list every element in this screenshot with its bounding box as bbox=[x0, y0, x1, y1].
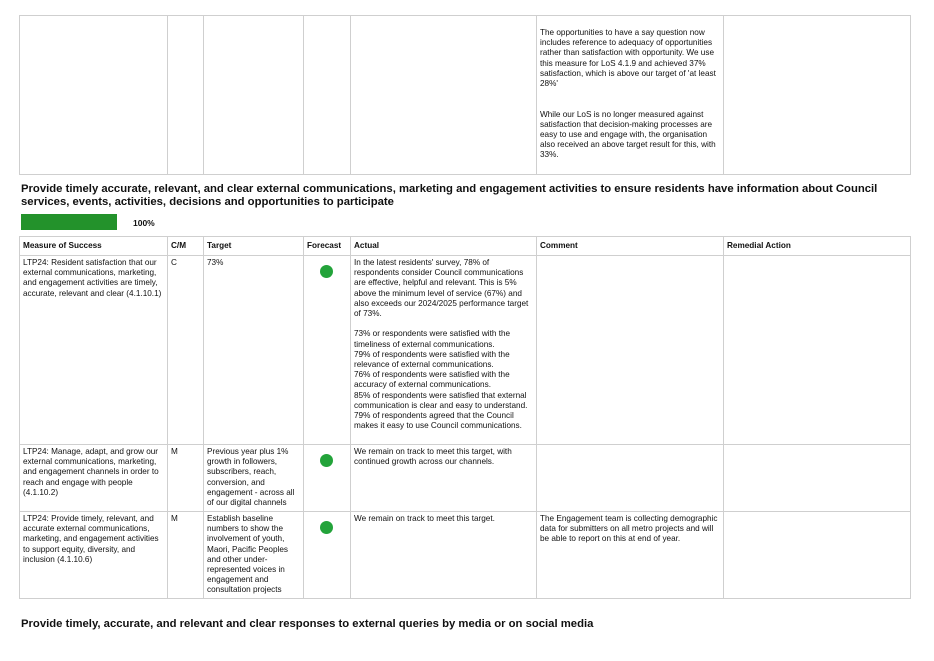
table-row bbox=[20, 445, 911, 512]
progress-bar bbox=[21, 214, 117, 230]
target-cell: Establish baseline numbers to show the involvement of youth, Maori, Pacific Peoples and other under-represented voices in engagement and consultation projects bbox=[204, 512, 304, 599]
remedial-cell bbox=[724, 16, 911, 175]
cm-cell: M bbox=[168, 445, 204, 512]
forecast-cell bbox=[304, 512, 351, 599]
table-row bbox=[20, 512, 911, 599]
table-row bbox=[20, 16, 911, 175]
remedial-cell bbox=[724, 512, 911, 599]
measure-cell bbox=[20, 16, 168, 175]
remedial-cell bbox=[724, 256, 911, 445]
status-green-icon bbox=[320, 265, 333, 278]
remedial-cell bbox=[724, 445, 911, 512]
status-green-icon bbox=[320, 454, 333, 467]
column-header-actual: Actual bbox=[351, 237, 537, 256]
progress-label: 100% bbox=[133, 218, 155, 228]
cm-cell: C bbox=[168, 256, 204, 445]
column-header-forecast: Forecast bbox=[304, 237, 351, 256]
target-cell bbox=[204, 16, 304, 175]
comment-cell bbox=[537, 256, 724, 445]
target-cell: Previous year plus 1% growth in followers, subscribers, reach, conversion, and engagement - across all of our digital channels bbox=[204, 445, 304, 512]
forecast-cell bbox=[304, 16, 351, 175]
actual-cell: We remain on track to meet this target, with continued growth across our channels. bbox=[351, 445, 537, 512]
actual-cell bbox=[351, 16, 537, 175]
actual-cell: In the latest residents' survey, 78% of respondents consider Council communications are effective, helpful and relevant. This is 5% above the minimum level of service (67%) and also exceeds our 2024/2025 performance target of 73%. 73% or respondents were satisfied with the timeliness of external communications. 79% of respondents were satisfied with the relevance of external communications. 76% of respondents were satisfied with the accuracy of external communications. 85% of respondents were satisfied that external communication is clear and easy to understand. 79% of respondents agreed that the Council makes it easy to use Council communications. bbox=[351, 256, 537, 445]
section-heading: Provide timely, accurate, and relevant and clear responses to external queries by media or on social media bbox=[21, 618, 594, 630]
forecast-cell bbox=[304, 445, 351, 512]
table-row bbox=[20, 256, 911, 445]
forecast-cell bbox=[304, 256, 351, 445]
measure-cell: LTP24: Provide timely, relevant, and accurate external communications, marketing, and engagement activities to support equity, diversity, and inclusion (4.1.10.6) bbox=[20, 512, 168, 599]
column-header-measure: Measure of Success bbox=[20, 237, 168, 256]
measure-cell: LTP24: Resident satisfaction that our external communications, marketing, and engagement activities are timely, accurate, relevant and clear (4.1.10.1) bbox=[20, 256, 168, 445]
column-header-cm: C/M bbox=[168, 237, 204, 256]
column-header-remedial: Remedial Action bbox=[724, 237, 911, 256]
previous-table-continuation bbox=[19, 15, 911, 175]
target-cell: 73% bbox=[204, 256, 304, 445]
measure-cell: LTP24: Manage, adapt, and grow our external communications, marketing, and engagement channels in order to reach and engage with people (4.1.10.2) bbox=[20, 445, 168, 512]
actual-cell: We remain on track to meet this target. bbox=[351, 512, 537, 599]
comment-cell: The opportunities to have a say question now includes reference to adequacy of opportunities rather than satisfaction with opportunity. We use this measure for LoS 4.1.9 and achieved 37% satisfaction, which is above our target of 'at least 28%' While our LoS is no longer measured against satisfaction that decision-making processes are easy to use and engage with, the organisation also received an above target result for this, with 33%. bbox=[537, 16, 724, 175]
column-header-target: Target bbox=[204, 237, 304, 256]
cm-cell: M bbox=[168, 512, 204, 599]
measures-table bbox=[19, 236, 911, 599]
section-heading: Provide timely accurate, relevant, and clear external communications, marketing and engagement activities to ensure residents have information about Council services, events, activities, decisions and opportunities to participate bbox=[21, 183, 878, 208]
column-header-comment: Comment bbox=[537, 237, 724, 256]
status-green-icon bbox=[320, 521, 333, 534]
comment-cell: The Engagement team is collecting demographic data for submitters on all metro projects and will be able to report on this at end of year. bbox=[537, 512, 724, 599]
cm-cell bbox=[168, 16, 204, 175]
comment-cell bbox=[537, 445, 724, 512]
table-header-row bbox=[20, 237, 911, 256]
